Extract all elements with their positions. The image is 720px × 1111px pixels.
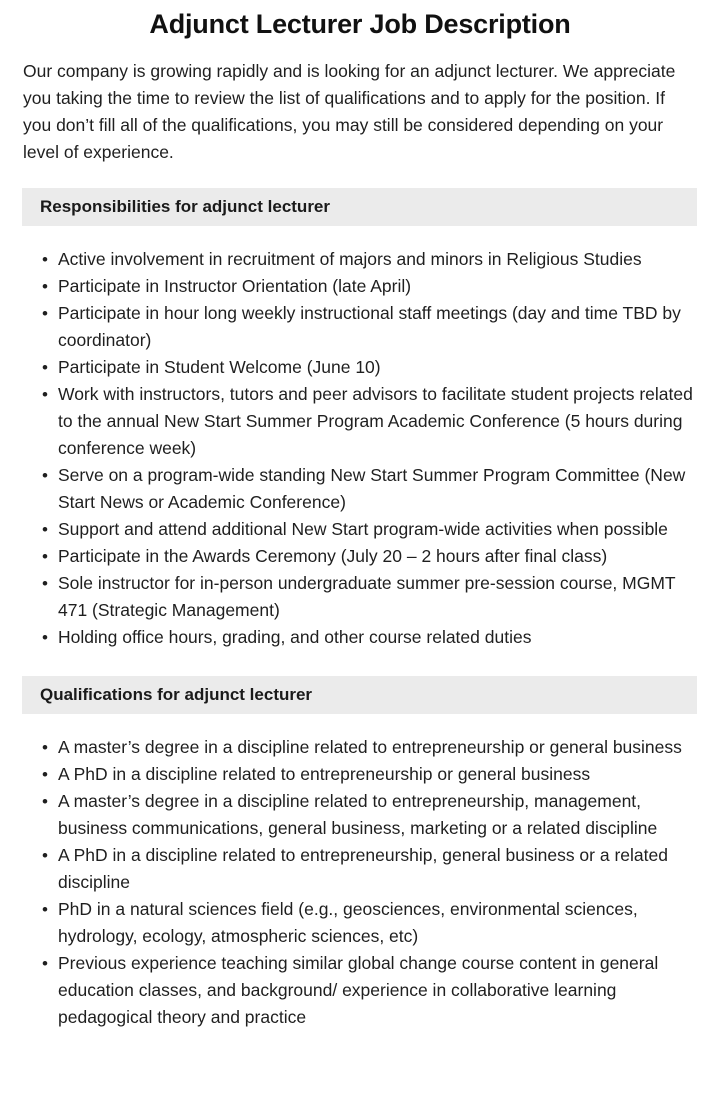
bullet-icon: • (42, 792, 48, 811)
section-heading-label: Responsibilities for adjunct lecturer (40, 197, 331, 216)
bullet-icon: • (42, 846, 48, 865)
bullet-icon: • (42, 385, 48, 404)
responsibilities-list (0, 226, 720, 651)
list-item-text: A master’s degree in a discipline related to entrepreneurship, management, business communications, general business, marketing or a related discipline (58, 791, 658, 838)
list-item (0, 516, 720, 543)
list-item-text: A PhD in a discipline related to entrepreneurship or general business (58, 764, 591, 784)
qualifications-section (0, 676, 720, 1031)
list-item (0, 896, 720, 950)
bullet-icon: • (42, 765, 48, 784)
bullet-icon: • (42, 520, 48, 539)
list-item-text: Participate in Instructor Orientation (late April) (58, 276, 412, 296)
list-item-text: Work with instructors, tutors and peer advisors to facilitate student projects related to the annual New Start Summer Program Academic Conference (5 hours during conference week) (58, 384, 693, 458)
bullet-icon: • (42, 574, 48, 593)
bullet-icon: • (42, 954, 48, 973)
responsibilities-section (0, 188, 720, 651)
page-title: Adjunct Lecturer Job Description (149, 9, 571, 39)
bullet-icon: • (42, 900, 48, 919)
list-item (0, 354, 720, 381)
bullet-icon: • (42, 304, 48, 323)
section-header-qualifications (22, 676, 697, 714)
qualifications-list (0, 714, 720, 1031)
list-item-text: Active involvement in recruitment of majors and minors in Religious Studies (58, 249, 642, 269)
list-item-text: PhD in a natural sciences field (e.g., geosciences, environmental sciences, hydrology, ecology, atmospheric sciences, etc) (58, 899, 638, 946)
list-item-text: Sole instructor for in-person undergraduate summer pre-session course, MGMT 471 (Strategic Management) (58, 573, 676, 620)
list-item (0, 462, 720, 516)
list-item (0, 734, 720, 761)
list-item (0, 570, 720, 624)
list-item (0, 381, 720, 462)
bullet-icon: • (42, 358, 48, 377)
list-item-text: Serve on a program-wide standing New Start Summer Program Committee (New Start News or Academic Conference) (58, 465, 686, 512)
list-item-text: Holding office hours, grading, and other course related duties (58, 627, 532, 647)
bullet-icon: • (42, 277, 48, 296)
bullet-icon: • (42, 547, 48, 566)
bullet-icon: • (42, 628, 48, 647)
list-item-text: Participate in Student Welcome (June 10) (58, 357, 381, 377)
intro-paragraph: Our company is growing rapidly and is looking for an adjunct lecturer. We appreciate you taking the time to review the list of qualifications and to apply for the position. If you don’t fill all of the qualifications, you may still be considered depending on your level of experience. (23, 61, 676, 162)
list-item (0, 842, 720, 896)
bullet-icon: • (42, 466, 48, 485)
list-item (0, 761, 720, 788)
list-item-text: A PhD in a discipline related to entrepreneurship, general business or a related discipline (58, 845, 668, 892)
section-header-responsibilities (22, 188, 697, 226)
bullet-icon: • (42, 738, 48, 757)
list-item-text: Previous experience teaching similar global change course content in general education classes, and background/ experience in collaborative learning pedagogical theory and practice (58, 953, 659, 1027)
bullet-icon: • (42, 250, 48, 269)
list-item (0, 788, 720, 842)
list-item-text: Participate in hour long weekly instructional staff meetings (day and time TBD by coordinator) (58, 303, 681, 350)
list-item (0, 624, 720, 651)
list-item-text: A master’s degree in a discipline related to entrepreneurship or general business (58, 737, 682, 757)
list-item (0, 950, 720, 1031)
list-item (0, 543, 720, 570)
section-heading-label: Qualifications for adjunct lecturer (40, 685, 313, 704)
list-item (0, 273, 720, 300)
list-item (0, 300, 720, 354)
list-item (0, 246, 720, 273)
list-item-text: Support and attend additional New Start program-wide activities when possible (58, 519, 668, 539)
list-item-text: Participate in the Awards Ceremony (July 20 – 2 hours after final class) (58, 546, 608, 566)
